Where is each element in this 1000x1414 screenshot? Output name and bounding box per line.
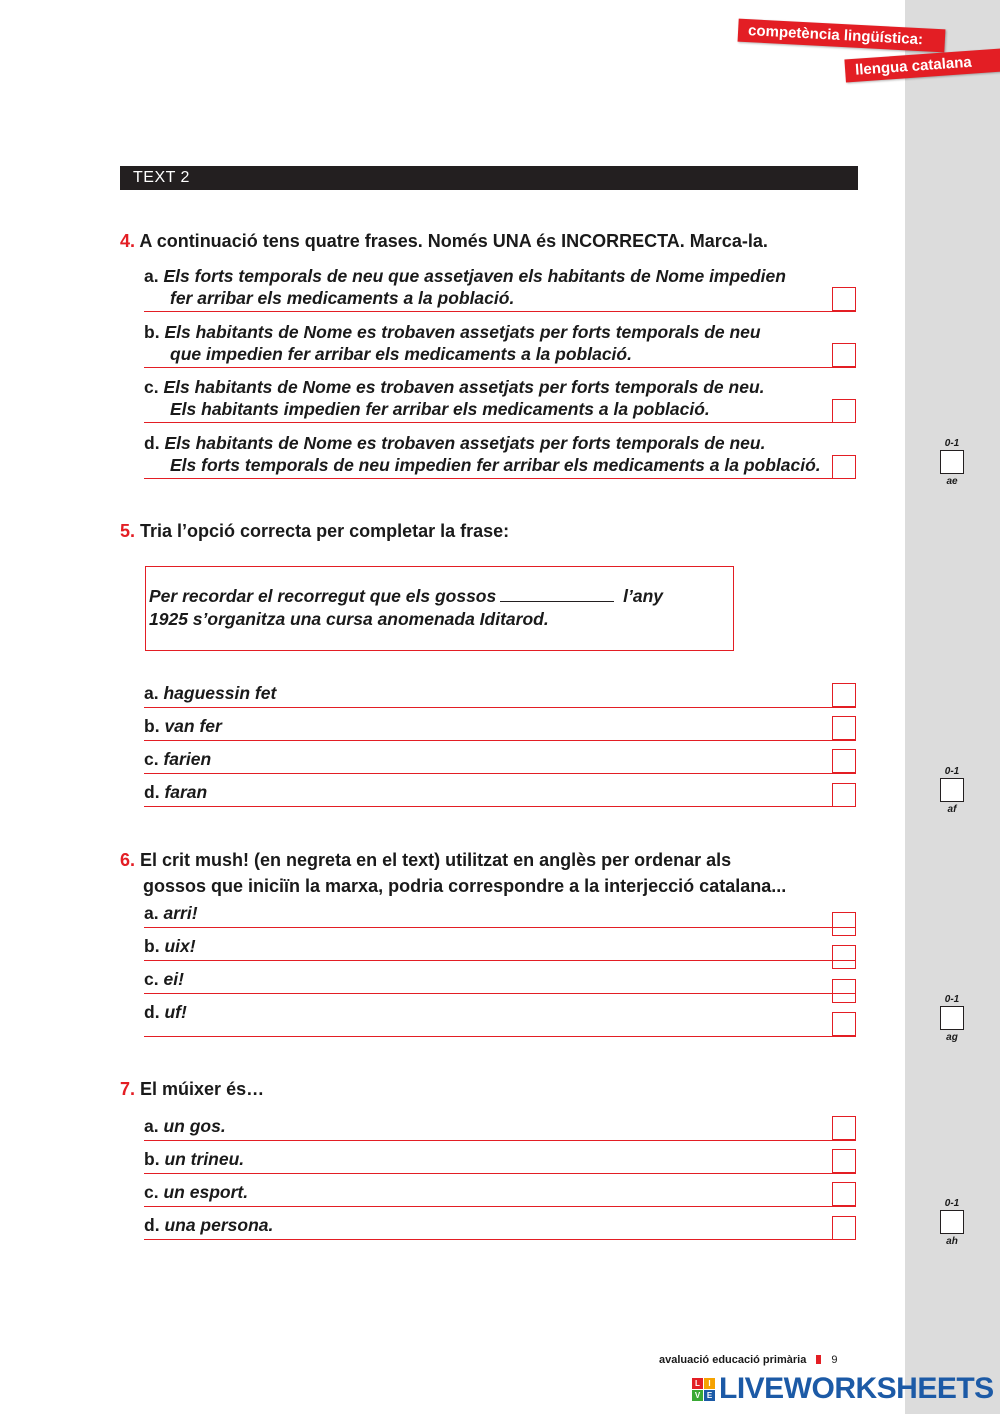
question-prompt-line2: gossos que iniciïn la marxa, podria correspondre a la interjecció catalana... xyxy=(143,876,787,896)
sentence-blank xyxy=(500,585,614,602)
checkbox-6a[interactable] xyxy=(832,912,856,936)
score-range: 0-1 xyxy=(944,1198,960,1209)
option-4c: c. Els habitants de Nome es trobaven assetjats per forts temporals de neu. Els habitants impedien fer arribar els medicaments a la població. xyxy=(144,377,856,423)
page-footer xyxy=(659,1354,837,1366)
score-input[interactable] xyxy=(940,450,964,474)
option-7d: d. una persona. xyxy=(144,1215,856,1240)
checkbox-5b[interactable] xyxy=(832,716,856,740)
checkbox-5d[interactable] xyxy=(832,783,856,807)
question-7 xyxy=(120,1076,840,1102)
subject-tag: competència lingüística: xyxy=(738,19,946,53)
score-input[interactable] xyxy=(940,1210,964,1234)
question-4 xyxy=(120,228,840,254)
option-4a: a. Els forts temporals de neu que assetjaven els habitants de Nome impedien fer arribar els medicaments a la població. xyxy=(144,266,856,312)
sentence-line2: 1925 s’organitza una cursa anomenada Iditarod. xyxy=(149,609,549,629)
option-7b: b. un trineu. xyxy=(144,1149,856,1174)
liveworksheets-logo xyxy=(692,1372,994,1406)
checkbox-7c[interactable] xyxy=(832,1182,856,1206)
checkbox-7d[interactable] xyxy=(832,1216,856,1240)
score-input[interactable] xyxy=(940,778,964,802)
question-number: 7. xyxy=(120,1079,136,1099)
score-code: ae xyxy=(946,476,958,487)
sentence-box xyxy=(145,566,734,651)
checkbox-4a[interactable] xyxy=(832,287,856,311)
brand-name: LIVEWORKSHEETS xyxy=(719,1372,994,1405)
footer-marker xyxy=(816,1355,821,1364)
page-number: 9 xyxy=(831,1354,838,1366)
subject-tag-language: llengua catalana xyxy=(844,49,1000,83)
question-prompt: Tria l’opció correcta per completar la frase: xyxy=(140,521,510,541)
checkbox-6d[interactable] xyxy=(832,1012,856,1036)
checkbox-4c[interactable] xyxy=(832,399,856,423)
question-prompt: El múixer és… xyxy=(140,1079,265,1099)
section-title: TEXT 2 xyxy=(120,166,858,190)
question-prompt: El crit mush! (en negreta en el text) utilitzat en anglès per ordenar als xyxy=(140,850,732,870)
option-5d: d. faran xyxy=(144,782,856,807)
option-7c: c. un esport. xyxy=(144,1182,856,1207)
score-code: ag xyxy=(946,1032,958,1043)
question-6 xyxy=(120,847,860,899)
sentence-part2: l’any xyxy=(623,586,663,606)
score-code: ah xyxy=(946,1236,958,1247)
checkbox-4b[interactable] xyxy=(832,343,856,367)
option-6a: a. arri! xyxy=(144,903,856,928)
option-6c: c. ei! xyxy=(144,969,856,994)
checkbox-6b[interactable] xyxy=(832,945,856,969)
option-5c: c. farien xyxy=(144,749,856,774)
option-6d: d. uf! xyxy=(144,1002,856,1037)
checkbox-4d[interactable] xyxy=(832,455,856,479)
question-number: 4. xyxy=(120,231,136,251)
logo-icon: L I V E xyxy=(692,1378,715,1401)
checkbox-5a[interactable] xyxy=(832,683,856,707)
question-prompt: A continuació tens quatre frases. Només UNA és INCORRECTA. Marca-la. xyxy=(139,231,768,251)
question-number: 5. xyxy=(120,521,136,541)
question-number: 6. xyxy=(120,850,136,870)
score-range: 0-1 xyxy=(944,994,960,1005)
question-5 xyxy=(120,518,840,544)
checkbox-7b[interactable] xyxy=(832,1149,856,1173)
score-input[interactable] xyxy=(940,1006,964,1030)
option-5a: a. haguessin fet xyxy=(144,683,856,708)
option-4b: b. Els habitants de Nome es trobaven assetjats per forts temporals de neu que impedien fer arribar els medicaments a la població. xyxy=(144,322,856,368)
checkbox-6c[interactable] xyxy=(832,979,856,1003)
score-code: af xyxy=(947,804,957,815)
option-6b: b. uix! xyxy=(144,936,856,961)
option-4d: d. Els habitants de Nome es trobaven assetjats per forts temporals de neu. Els forts temporals de neu impedien fer arribar els medicaments a la població. xyxy=(144,433,856,479)
score-range: 0-1 xyxy=(944,766,960,777)
option-7a: a. un gos. xyxy=(144,1116,856,1141)
sentence-part1: Per recordar el recorregut que els gossos xyxy=(149,586,497,606)
footer-text: avaluació educació primària xyxy=(659,1354,807,1366)
checkbox-5c[interactable] xyxy=(832,749,856,773)
checkbox-7a[interactable] xyxy=(832,1116,856,1140)
score-range: 0-1 xyxy=(944,438,960,449)
option-5b: b. van fer xyxy=(144,716,856,741)
